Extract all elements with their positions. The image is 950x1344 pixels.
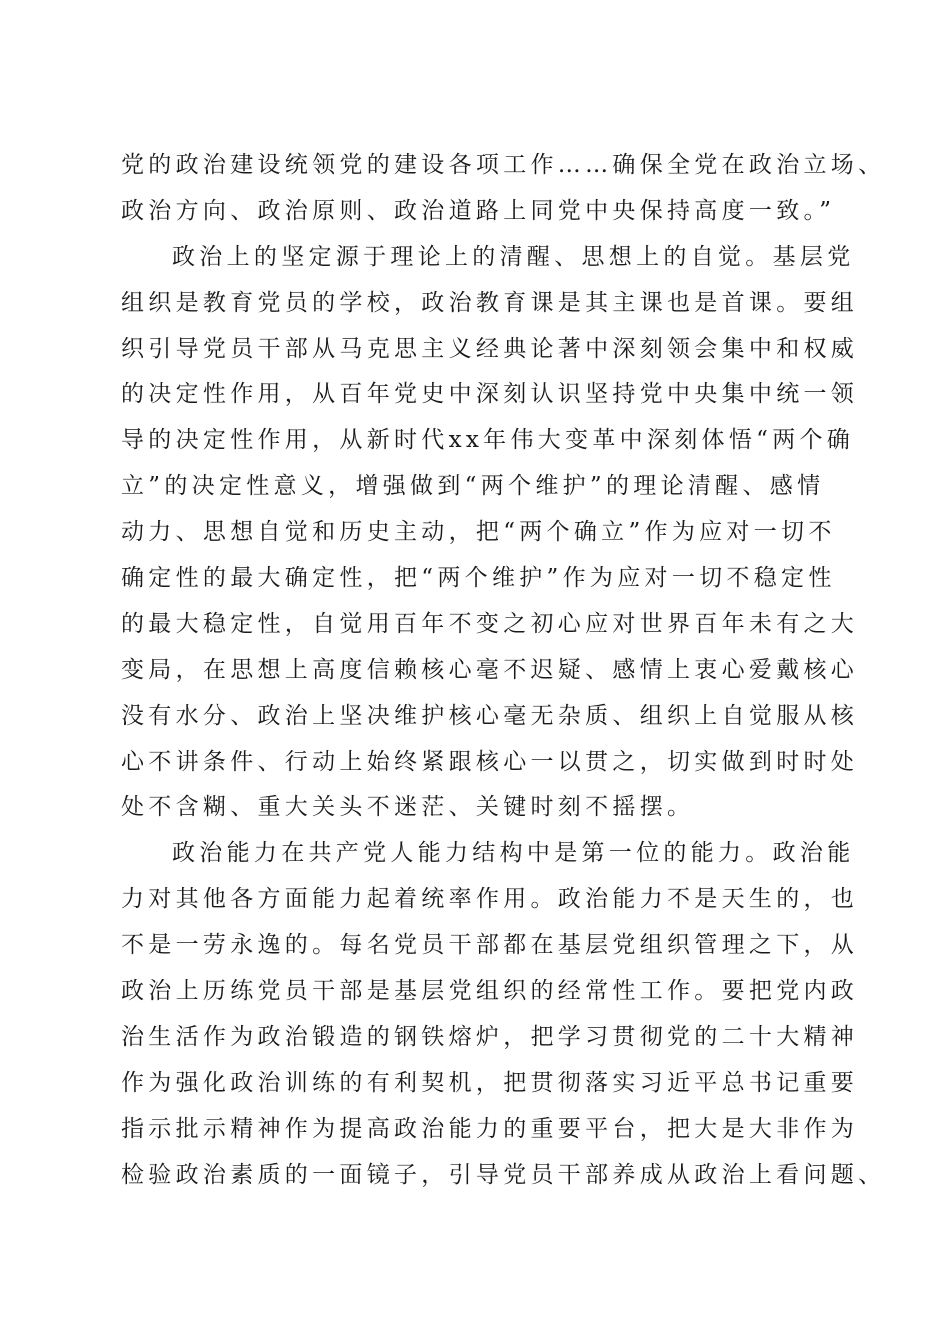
text-line: 组织是教育党员的学校，政治教育课是其主课也是首课。要组	[121, 289, 859, 316]
text-line: 检验政治素质的一面镜子，引导党员干部养成从政治上看问题、	[121, 1161, 886, 1188]
text-line: 织引导党员干部从马克思主义经典论著中深刻领会集中和权威	[121, 335, 859, 362]
text-line: 心不讲条件、行动上始终紧跟核心一以贯之，切实做到时时处	[121, 748, 859, 775]
text-line: 的决定性作用，从百年党史中深刻认识坚持党中央集中统一领	[121, 381, 859, 408]
text-line: 导的决定性作用，从新时代xx年伟大变革中深刻体悟“两个确	[121, 427, 855, 454]
text-line: 没有水分、政治上坚决维护核心毫无杂质、组织上自觉服从核	[121, 702, 859, 729]
body-text	[121, 143, 886, 1198]
text-line: 党的政治建设统领党的建设各项工作……确保全党在政治立场、	[121, 152, 886, 178]
text-line: 力对其他各方面能力起着统率作用。政治能力不是天生的，也	[121, 886, 859, 913]
text-line: 作为强化政治训练的有利契机，把贯彻落实习近平总书记重要	[121, 1069, 859, 1096]
text-line: 变局，在思想上高度信赖核心毫不迟疑、感情上衷心爱戴核心	[121, 656, 859, 683]
paragraph-start-line: 政治能力在共产党人能力结构中是第一位的能力。政治能	[172, 840, 855, 867]
text-line: 动力、思想自觉和历史主动，把“两个确立”作为应对一切不	[121, 519, 836, 546]
text-line: 处不含糊、重大关头不迷茫、关键时刻不摇摆。	[121, 794, 695, 821]
text-line: 治生活作为政治锻造的钢铁熔炉，把学习贯彻党的二十大精神	[121, 1023, 859, 1050]
paragraph-start-line: 政治上的坚定源于理论上的清醒、思想上的自觉。基层党	[172, 243, 855, 270]
text-line: 政治上历练党员干部是基层党组织的经常性工作。要把党内政	[121, 978, 859, 1005]
text-line: 的最大稳定性，自觉用百年不变之初心应对世界百年未有之大	[121, 610, 859, 637]
text-line: 立”的决定性意义，增强做到“两个维护”的理论清醒、感情	[121, 473, 825, 500]
text-line: 指示批示精神作为提高政治能力的重要平台，把大是大非作为	[121, 1115, 859, 1142]
text-line: 确定性的最大确定性，把“两个维护”作为应对一切不稳定性	[121, 565, 836, 592]
text-line: 政治方向、政治原则、政治道路上同党中央保持高度一致。”	[121, 197, 836, 224]
text-line: 不是一劳永逸的。每名党员干部都在基层党组织管理之下，从	[121, 932, 859, 959]
